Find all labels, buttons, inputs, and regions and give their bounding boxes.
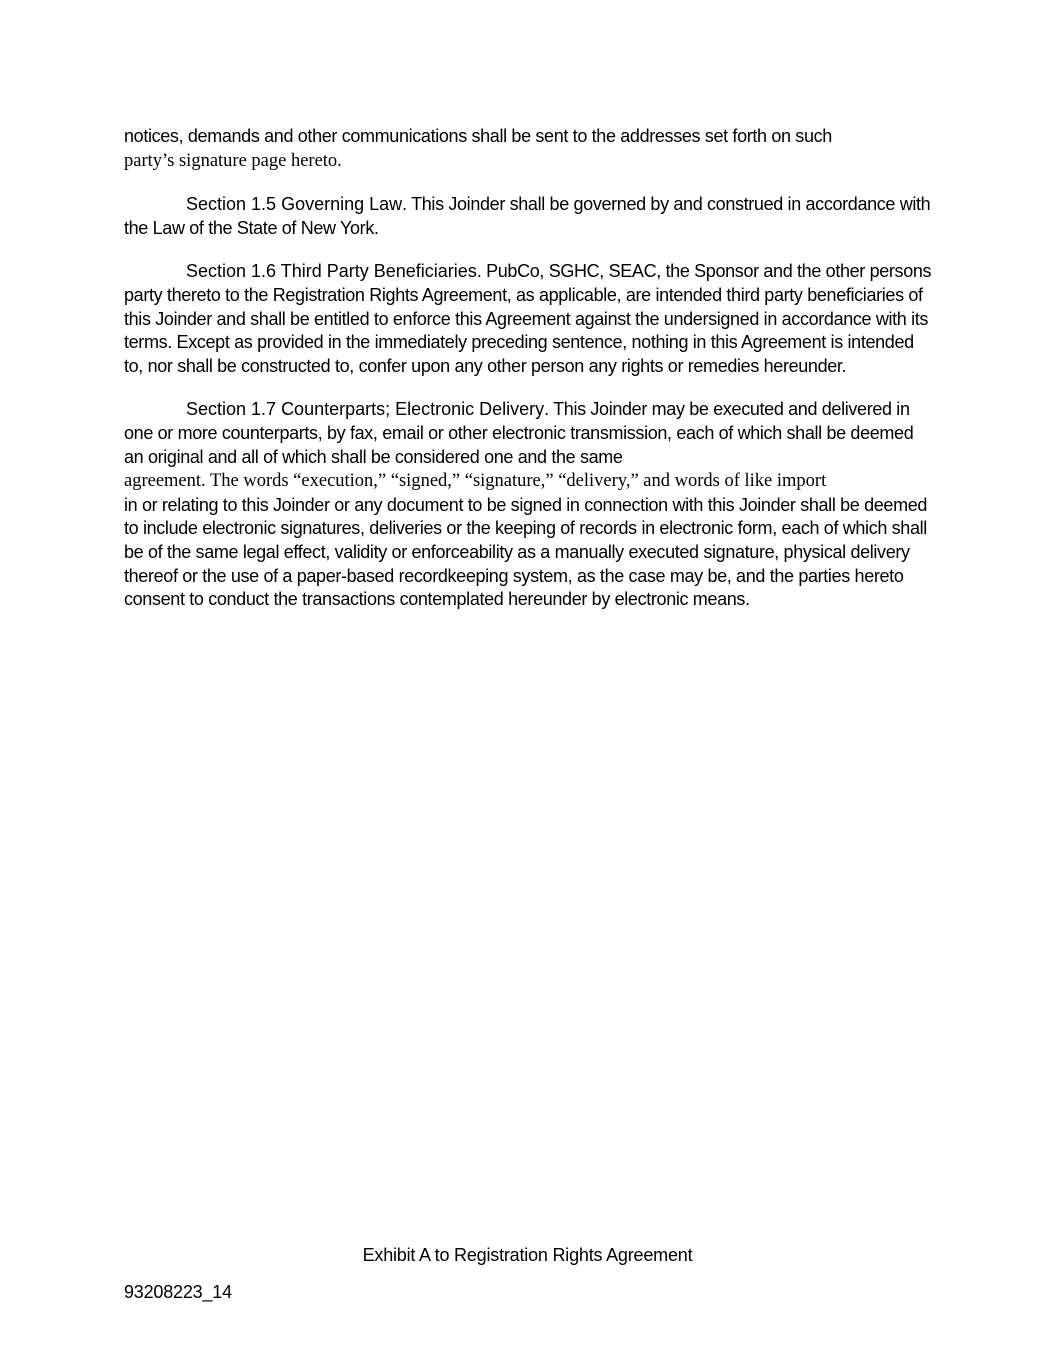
section-1-5-paragraph <box>124 193 934 240</box>
section-1-7-paragraph <box>124 398 934 611</box>
section-1-7-heading: Section 1.7 Counterparts; Electronic Delivery <box>186 399 545 420</box>
document-body <box>124 125 934 632</box>
footer-document-id: 93208223_14 <box>124 1282 232 1302</box>
section-1-6-text: . PubCo, SGHC, SEAC, the Sponsor and the other persons party thereto to the Registration Rights Agreement, as applicable, are intended third party beneficiaries of this Joinder and shall be entitled to enforce this Agreement against the undersigned in accordance with its terms. Except as provided in the immediately preceding sentence, nothing in this Agreement is intended to, nor shall be constructed to, confer upon any other person any rights or remedies hereunder. <box>124 261 932 376</box>
section-1-6-heading: Section 1.6 Third Party Beneficiaries <box>186 261 477 282</box>
section-1-6-paragraph <box>124 260 934 378</box>
section-1-7-text-continued: in or relating to this Joinder or any document to be signed in connection with this Joinder shall be deemed to include electronic signatures, deliveries or the keeping of records in electronic form, each of which shall be of the same legal effect, validity or enforceability as a manually executed signature, physical delivery thereof or the use of a paper-based recordkeeping system, as the case may be, and the parties hereto consent to conduct the transactions contemplated hereunder by electronic means. <box>124 494 928 610</box>
continuation-paragraph <box>124 125 934 173</box>
section-1-5-heading: Section 1.5 Governing Law <box>186 194 403 215</box>
continuation-serif-text: party’s signature page hereto. <box>124 150 342 171</box>
continuation-text: notices, demands and other communications shall be sent to the addresses set forth on such <box>124 126 832 146</box>
section-1-7-text: . This Joinder may be executed and delivered in one or more counterparts, by fax, email or other electronic transmission, each of which shall be deemed an original and all of which shall be considered one and the same <box>124 399 914 467</box>
section-1-5-text: . This Joinder shall be governed by and construed in accordance with the Law of the State of New York. <box>124 194 931 238</box>
footer-exhibit-title: Exhibit A to Registration Rights Agreement <box>362 1245 693 1265</box>
section-1-7-serif-text: agreement. The words “execution,” “signed,” “signature,” “delivery,” and words of like import <box>124 471 827 492</box>
